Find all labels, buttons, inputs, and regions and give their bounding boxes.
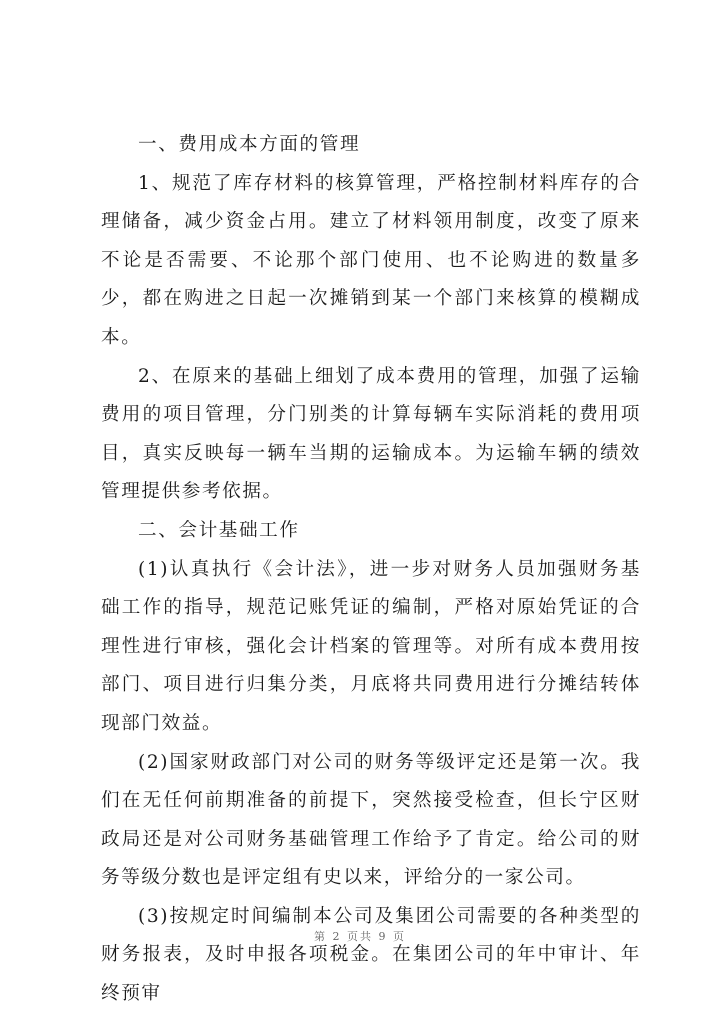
paragraph-accounting-law: (1)认真执行《会计法》，进一步对财务人员加强财务基础工作的指导，规范记账凭证的编制，严格对原始凭证的合理性进行审核，强化会计档案的管理等。对所有成本费用按部门、项目进行归集分类，月底将共同费用进行分摊结转体现部门效益。: [101, 558, 641, 734]
page-footer: 第 2 页共 9 页: [314, 930, 406, 943]
paragraph-cost-expense-management: 2、在原来的基础上细划了成本费用的管理，加强了运输费用的项目管理，分门别类的计算每辆车实际消耗的费用项目，真实反映每一辆车当期的运输成本。为运输车辆的绩效管理提供参考依据。: [101, 365, 641, 503]
paragraph-finance-rating: (2)国家财政部门对公司的财务等级评定还是第一次。我们在无任何前期准备的前提下，突然接受检查，但长宁区财政局还是对公司财务基础管理工作给予了肯定。给公司的财务等级分数也是评定组有史以来，评给分的一家公司。: [101, 751, 641, 889]
paragraph-financial-reports: (3)按规定时间编制本公司及集团公司需要的各种类型的财务报表，及时申报各项税金。在集团公司的年中审计、年终预审: [101, 905, 641, 1005]
section-heading-cost-management: 一、费用成本方面的管理: [138, 134, 361, 155]
paragraph-inventory-accounting: 1、规范了库存材料的核算管理，严格控制材料库存的合理储备，减少资金占用。建立了材料领用制度，改变了原来不论是否需要、不论那个部门使用、也不论购进的数量多少，都在购进之日起一次摊销到某一个部门来核算的模糊成本。: [101, 172, 641, 348]
document-body: [101, 126, 641, 1014]
section-heading-accounting-basics: 二、会计基础工作: [138, 519, 300, 541]
